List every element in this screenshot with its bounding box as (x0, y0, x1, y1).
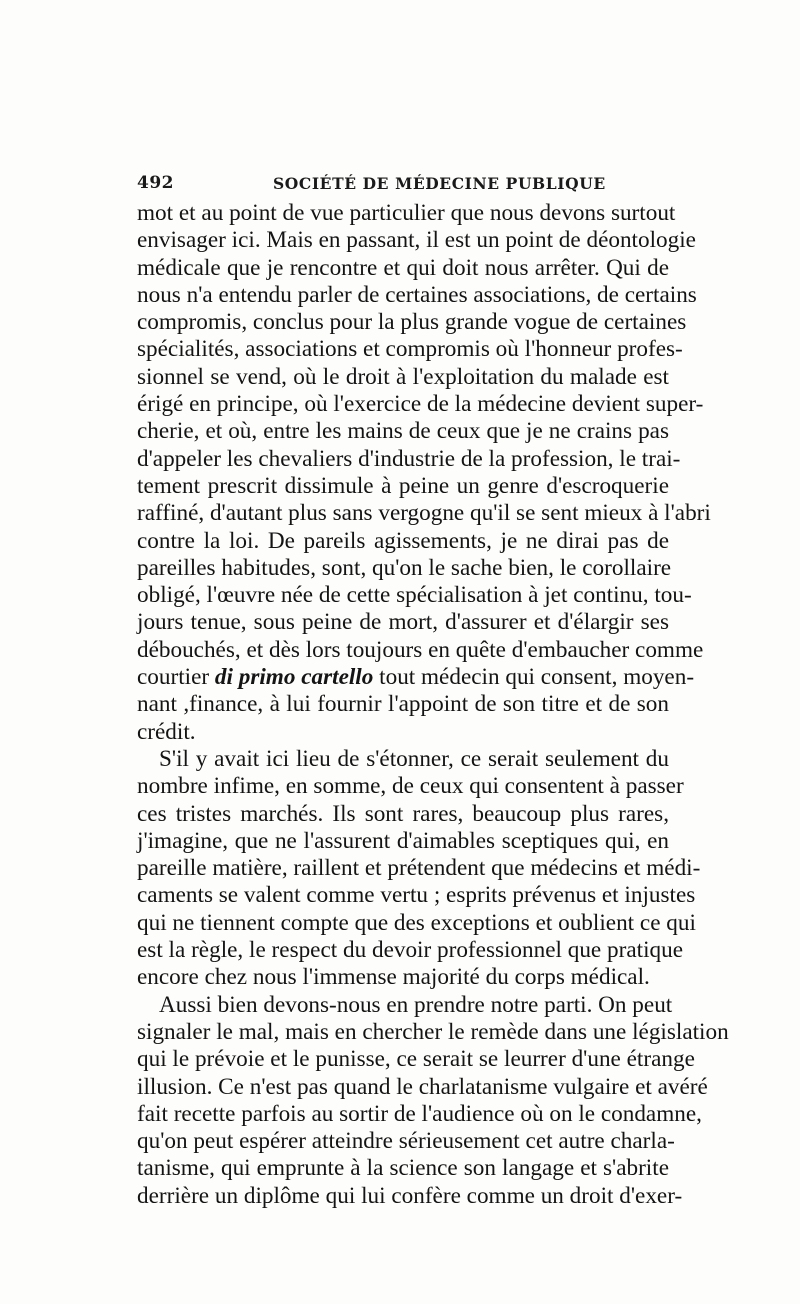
text-line: qui ne tiennent compte que des exceptions et oublient ce qui (137, 909, 696, 936)
paragraph-2 (137, 745, 701, 992)
text-line: ces tristes marchés. Ils sont rares, beaucoup plus rares, (137, 800, 669, 827)
text-line: encore chez nous l'immense majorité du corps médical. (137, 964, 650, 991)
text-line: tement prescrit dissimule à peine un genre d'escroquerie (137, 472, 669, 499)
text-line: fait recette parfois au sortir de l'audience où on le condamne, (137, 1100, 702, 1127)
text-line: débouchés, et dès lors toujours en quête d'embaucher comme (137, 636, 704, 663)
text-line: est la règle, le respect du devoir professionnel que pratique (137, 937, 683, 964)
text-line: compromis, conclus pour la plus grande vogue de certaines (137, 309, 687, 336)
italic-phrase: di primo cartello (214, 664, 374, 691)
text-segment: tout médecin qui consent, moyen- (373, 664, 695, 691)
paragraph-1 (137, 200, 711, 746)
text-line: qu'on peut espérer atteindre sérieusement cet autre charla- (137, 1128, 675, 1155)
text-line: érigé en principe, où l'exercice de la médecine devient super- (137, 391, 704, 418)
text-line: nant ,finance, à lui fournir l'appoint de son titre et de son (137, 691, 669, 718)
text-segment: courtier (137, 664, 215, 691)
text-line: pareille matière, raillent et prétendent que médecins et médi- (137, 855, 701, 882)
text-line: d'appeler les chevaliers d'industrie de la profession, le trai- (137, 445, 681, 472)
text-line: raffiné, d'autant plus sans vergogne qu'il se sent mieux à l'abri (137, 500, 711, 527)
text-line: Aussi bien devons-nous en prendre notre parti. On peut (159, 991, 673, 1018)
text-line: obligé, l'œuvre née de cette spécialisation à jet continu, tou- (137, 582, 692, 609)
body-text (137, 200, 729, 1210)
text-line: crédit. (137, 718, 196, 745)
text-line: contre la loi. De pareils agissements, je ne dirai pas de (137, 527, 669, 554)
text-line: envisager ici. Mais en passant, il est un point de déontologie (137, 227, 696, 254)
text-line: caments se valent comme vertu ; esprits prévenus et injustes (137, 882, 696, 909)
text-line: spécialités, associations et compromis où l'honneur profes- (137, 336, 683, 363)
paragraph-3 (137, 991, 729, 1210)
text-line: j'imagine, que ne l'assurent d'aimables sceptiques qui, en (137, 827, 669, 854)
running-head (137, 173, 669, 197)
text-line: illusion. Ce n'est pas quand le charlatanisme vulgaire et avéré (137, 1073, 708, 1100)
text-line: S'il y avait ici lieu de s'étonner, ce serait seulement du (159, 745, 669, 772)
text-line: cherie, et où, entre les mains de ceux que je ne crains pas (137, 418, 669, 445)
text-line: qui le prévoie et le punisse, ce serait se leurrer d'une étrange (137, 1046, 695, 1073)
running-title: SOCIÉTÉ DE MÉDECINE PUBLIQUE (273, 174, 606, 193)
text-line: nombre infime, en somme, de ceux qui consentent à passer (137, 773, 684, 800)
text-line: mot et au point de vue particulier que nous devons surtout (137, 200, 676, 226)
text-line: médicale que je rencontre et qui doit nous arrêter. Qui de (137, 254, 669, 281)
text-line: nous n'a entendu parler de certaines associations, de certains (137, 281, 697, 308)
text-line: signaler le mal, mais en chercher le remède dans une législation (137, 1018, 729, 1045)
text-line: derrière un diplôme qui lui confère comme un droit d'exer- (137, 1182, 683, 1209)
text-line: jours tenue, sous peine de mort, d'assurer et d'élargir ses (137, 609, 669, 636)
text-line: pareilles habitudes, sont, qu'on le sache bien, le corollaire (137, 554, 672, 581)
text-line: tanisme, qui emprunte à la science son langage et s'abrite (137, 1155, 669, 1182)
page-number: 492 (137, 173, 174, 193)
text-line (137, 664, 695, 691)
text-line: sionnel se vend, où le droit à l'exploitation du malade est (137, 363, 669, 390)
